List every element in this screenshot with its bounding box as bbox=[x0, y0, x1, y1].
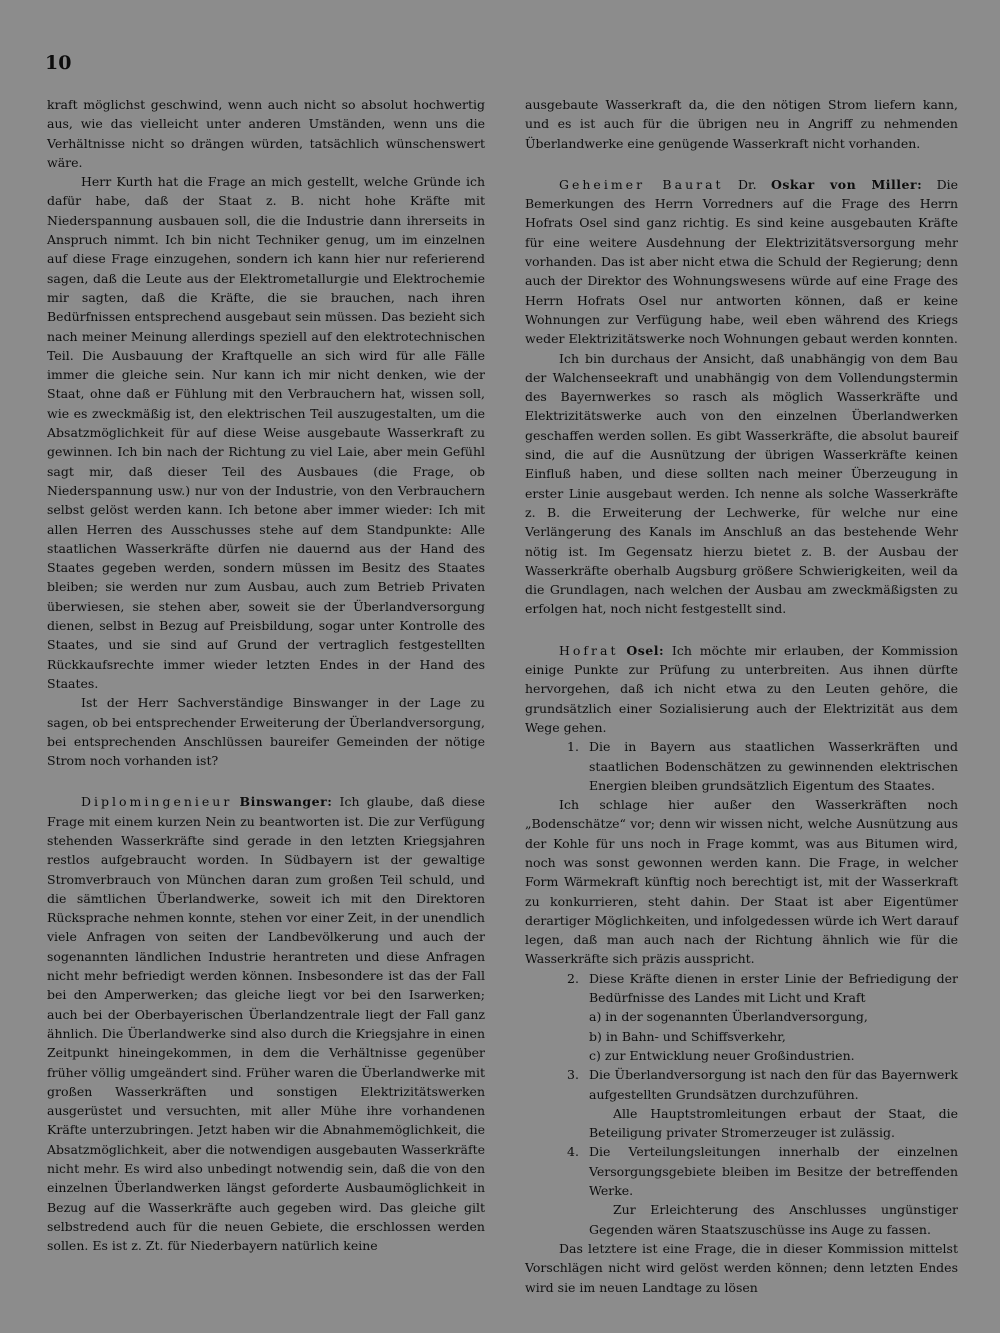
list-item-continuation: Zur Erleichterung des Anschlusses ungünstiger Gegenden wären Staatszuschüsse ins Auge zu fassen. bbox=[589, 1202, 958, 1237]
speaker-role: Geheimer Baurat bbox=[559, 176, 724, 192]
sub-list-item: a) in der sogenannten Überlandversorgung, bbox=[589, 1009, 868, 1025]
speech-text: Ich möchte mir erlauben, der Kommission einige Punkte zur Prüfung zu unterbreiten. Aus ihnen dürfte hervorgehen, daß ich nicht etwa zu den Leuten gehöre, die grundsätzlich einer Sozialisierung auch der Elektrizität aus dem Wege gehen. bbox=[525, 642, 958, 735]
left-column bbox=[47, 95, 485, 1256]
list-number: 3. bbox=[567, 1067, 579, 1083]
speaker-name: Oskar von Miller: bbox=[770, 176, 923, 192]
speech-von-miller bbox=[525, 175, 958, 349]
paragraph: Ich schlage hier außer den Wasserkräften noch „Bodenschätze“ vor; denn wir wissen nicht, welche Ausnützung aus der Kohle für uns noch in Frage kommt, was aus Bitumen wird, noch was sonst gewonnen werden kann. Die Frage, in welcher Form Wärmekraft künftig noch berechtigt ist, mit der Wasserkraft zu konkurrieren, steht dahin. Der Staat ist aber Eigentümer derartiger Möglichkeiten, und infolgedessen würde ich Wert darauf legen, daß man auch nach der Richtung ähnlich wie für die Wasserkräfte sich präzis ausspricht. bbox=[525, 797, 958, 967]
list-item-text: Die Überlandversorgung ist nach den für das Bayernwerk aufgestellten Grundsätzen durchzuführen. bbox=[589, 1067, 958, 1102]
paragraph: kraft möglichst geschwind, wenn auch nicht so absolut hochwertig aus, wie das vielleicht unter anderen Umständen, wenn uns die Verhältnisse nicht so drängen würden, tatsächlich wünschenswert wäre. bbox=[47, 97, 485, 170]
list-item-text: Die in Bayern aus staatlichen Wasserkräften und staatlichen Bodenschätzen zu gewinnenden elektrischen Energien bleiben grundsätzlich Eigentum des Staates. bbox=[589, 739, 958, 793]
speech-text: Die Bemerkungen des Herrn Vorredners auf die Frage des Herrn Hofrats Osel sind ganz richtig. Es sind keine ausgebauten Kräfte für eine weitere Ausdehnung der Elektrizitätsversorgung mehr vorhanden. Das ist aber nicht etwa die Schuld der Regierung; denn auch der Direktor des Wohnungswesens würde auf eine Frage des Herrn Hofrats Osel nur antworten können, daß er keine Wohnungen zur Verfügung habe, weil eben während des Kriegs weder Elektrizitätswerke noch Wohnungen gebaut werden konnten. bbox=[525, 176, 958, 347]
page-number: 10 bbox=[45, 52, 72, 74]
paragraph: ausgebaute Wasserkraft da, die den nötigen Strom liefern kann, und es ist auch für die übrigen neu in Angriff zu nehmenden Überlandwerke eine genügende Wasserkraft nicht vorhanden. bbox=[525, 97, 958, 151]
paragraph: Ich bin durchaus der Ansicht, daß unabhängig von dem Bau der Walchenseekraft und unabhängig von dem Vollendungstermin des Bayernwerkes so rasch als möglich Wasserkräfte und Elektrizitätswerke auch von den einzelnen Überlandwerken geschaffen werden sollen. Es gibt Wasserkräfte, die absolut baureif sind, die auf die Ausnützung der übrigen Wasserkräfte keinen Einfluß haben, und diese sollten nach meiner Überzeugung in erster Linie ausgebaut werden. Ich nenne als solche Wasserkräfte z. B. die Erweiterung der Lechwerke, für welche nur eine Verlängerung des Kanals im Anschluß an das bestehende Wehr nötig ist. Im Gegensatz hierzu bietet z. B. der Ausbau der Wasserkräfte oberhalb Augsburg größere Schwierigkeiten, weil da die Grundlagen, nach welchen der Ausbau am zweckmäßigsten zu erfolgen hat, noch nicht festgestellt sind. bbox=[525, 350, 958, 617]
sub-list-item: c) zur Entwicklung neuer Großindustrien. bbox=[589, 1047, 855, 1063]
speaker-role: Hofrat bbox=[559, 642, 619, 658]
paragraph: Ist der Herr Sachverständige Binswanger in der Lage zu sagen, ob bei entsprechender Erweiterung der Überlandversorgung, bei entsprechenden Anschlüssen baureifer Gemeinden der nötige Strom noch vorhanden ist? bbox=[47, 695, 485, 769]
list-item-continuation: Alle Hauptstromleitungen erbaut der Staat, die Beteiligung privater Stromerzeuger ist zulässig. bbox=[589, 1105, 958, 1141]
speaker-name: Osel: bbox=[626, 642, 665, 658]
speech-osel bbox=[525, 641, 958, 737]
paragraph: Das letztere ist eine Frage, die in dieser Kommission mittelst Vorschlägen nicht wird gelöst werden können; denn letzten Endes wird sie im neuen Landtage zu lösen bbox=[525, 1240, 958, 1295]
speaker-name: Binswanger: bbox=[239, 794, 333, 810]
sub-list-item: b) in Bahn- und Schiffsverkehr, bbox=[589, 1028, 786, 1044]
list-item-text: Die Verteilungsleitungen innerhalb der einzelnen Versorgungsgebiete bleiben im Besitze der betreffenden Werke. bbox=[589, 1144, 958, 1199]
list-item-text: Diese Kräfte dienen in erster Linie der Befriedigung der Bedürfnisse des Landes mit Licht und Kraft bbox=[589, 970, 958, 1006]
list-number: 2. bbox=[567, 970, 579, 986]
list-item bbox=[525, 1065, 958, 1142]
list-number: 1. bbox=[567, 739, 579, 755]
speech-text: Ich glaube, daß diese Frage mit einem kurzen Nein zu beantworten ist. Die zur Verfügung stehenden Wasserkräfte sind gerade in den letzten Kriegsjahren restlos aufgebraucht worden. In Südbayern ist der gewaltige Stromverbrauch von München daran zum großen Teil schuld, und die sämtlichen Überlandwerke, soweit ich mit den Direktoren Rücksprache nehmen konnte, stehen vor einer Zeit, in der unendlich viele Anfragen von seiten der Landbevölkerung und auch der sogenannten ländlichen Industrie herantreten und diese Anfragen nicht mehr befriedigt werden können. Insbesondere ist das der Fall bei den Amperwerken; das gleiche liegt vor bei den Isarwerken; auch bei der Oberbayerischen Überlandzentrale liegt der Fall ganz ähnlich. Die Überlandwerke sind also durch die Kriegsjahre in einen Zeitpunkt hineingekommen, in dem die Verhältnisse gegenüber früher völlig umgeändert sind. Früher waren die Überlandwerke mit großen Wasserkräften und sonstigen Elektrizitätswerken ausgerüstet und versuchten, mit aller Mühe ihre vorhandenen Kräfte unterzubringen. Jetzt haben wir die Abnahmemöglichkeit, die Absatzmöglichkeit, aber die notwendigen ausgebauten Wasserkräfte nicht mehr. Es wird also unbedingt notwendig sein, daß die von den einzelnen Überlandwerken längst geforderte Ausbaumöglichkeit in Bezug auf die Wasserkräfte auch gegeben wird. Das gleiche gilt selbstredend auch für die neuen Gebiete, die erschlossen werden sollen. Es ist z. Zt. für Niederbayern natürlich keine bbox=[47, 794, 485, 1254]
speech-binswanger bbox=[47, 792, 485, 1255]
list-item bbox=[525, 969, 958, 1065]
paragraph: Herr Kurth hat die Frage an mich gestellt, welche Gründe ich dafür habe, daß der Staat z. B. nicht hohe Kräfte mit Niederspannung ausbauen soll, die die Industrie dann ihrerseits in Anspruch nimmt. Ich bin nicht Techniker genug, um im einzelnen auf diese Frage einzugehen, sondern ich kann hier nur referierend sagen, daß die Leute aus der Elektrometallurgie und Elektrochemie mir sagten, daß die Kräfte, die sie brauchen, nach ihren Bedürfnissen entsprechend ausgebaut sein müssen. Das bezieht sich nach meiner Meinung allerdings speziell auf den elektrotechnischen Teil. Die Ausbauung der Kraftquelle an sich wird für alle Fälle immer die gleiche sein. Nur kann ich mir nicht denken, wie der Staat, ohne daß er Fühlung mit den Verbrauchern hat, wissen soll, wie es zweckmäßig ist, den elektrischen Teil auszugestalten, um die Absatzmöglichkeit für auf diese Weise ausgebaute Wasserkraft zu gewinnen. Ich bin nach der Richtung zu viel Laie, aber mein Gefühl sagt mir, daß dieser Teil des Ausbaues (die Frage, ob Niederspannung usw.) nur von der Industrie, von den Verbrauchern selbst gelöst werden kann. Ich betone aber immer wieder: Ich mit allen Herren des Ausschusses stehe auf dem Standpunkte: Alle staatlichen Wasserkräfte dürfen nie dauernd aus der Hand des Staates gegeben werden, sondern müssen im Besitz des Staates bleiben; sie werden nur zum Ausbau, auch zum Betrieb Privaten überwiesen, sie stehen aber, soweit sie der Überlandversorgung dienen, selbst in Bezug auf Preisbildung, sogar unter Kontrolle des Staates, und sie sind auf Grund der vertraglich festgestellten Rückkaufsrechte immer wieder letzten Endes in der Hand des Staates. bbox=[47, 174, 485, 691]
list-number: 4. bbox=[567, 1144, 579, 1160]
sub-list bbox=[589, 1007, 958, 1065]
speaker-title: Dr. bbox=[737, 176, 757, 192]
speaker-role: Diplomingenieur bbox=[81, 794, 233, 810]
list-item bbox=[525, 1142, 958, 1238]
list-item bbox=[525, 737, 958, 795]
right-column bbox=[525, 95, 958, 1297]
